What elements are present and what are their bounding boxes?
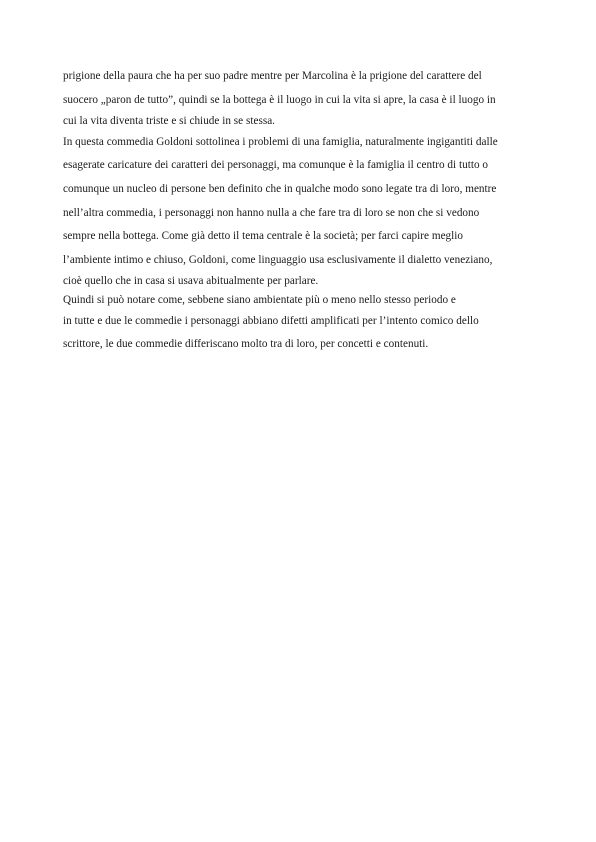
text-line-6: comunque un nucleo di persone ben definito che in qualche modo sono legate tra di loro, mentre xyxy=(63,182,497,195)
text-line-8: sempre nella bottega. Come già detto il tema centrale è la società; per farci capire meglio xyxy=(63,230,464,243)
text-line-12: in tutte e due le commedie i personaggi abbiano difetti amplificati per l’intento comico dello xyxy=(63,314,479,327)
text-line-10: cioè quello che in casa si usava abitualmente per parlare. xyxy=(63,275,319,288)
text-line-13: scrittore, le due commedie differiscano molto tra di loro, per concetti e contenuti. xyxy=(63,338,429,351)
text-line-9: l’ambiente intimo e chiuso, Goldoni, come linguaggio usa esclusivamente il dialetto veneziano, xyxy=(63,253,493,266)
body-text xyxy=(63,65,543,357)
text-line-1: prigione della paura che ha per suo padre mentre per Marcolina è la prigione del carattere del xyxy=(63,70,482,82)
text-line-5: esagerate caricature dei caratteri dei personaggi, ma comunque è la famiglia il centro di tutto o xyxy=(63,159,489,172)
text-line-11: Quindi si può notare come, sebbene siano ambientate più o meno nello stesso periodo e xyxy=(63,293,456,306)
text-line-2: suocero „paron de tutto”, quindi se la bottega è il luogo in cui la vita si apre, la casa è il luogo in xyxy=(63,93,496,106)
text-line-3: cui la vita diventa triste e si chiude in se stessa. xyxy=(63,115,275,128)
text-line-4: In questa commedia Goldoni sottolinea i problemi di una famiglia, naturalmente ingigantiti dalle xyxy=(63,135,498,148)
text-line-7: nell’altra commedia, i personaggi non hanno nulla a che fare tra di loro se non che si vedono xyxy=(63,206,480,219)
